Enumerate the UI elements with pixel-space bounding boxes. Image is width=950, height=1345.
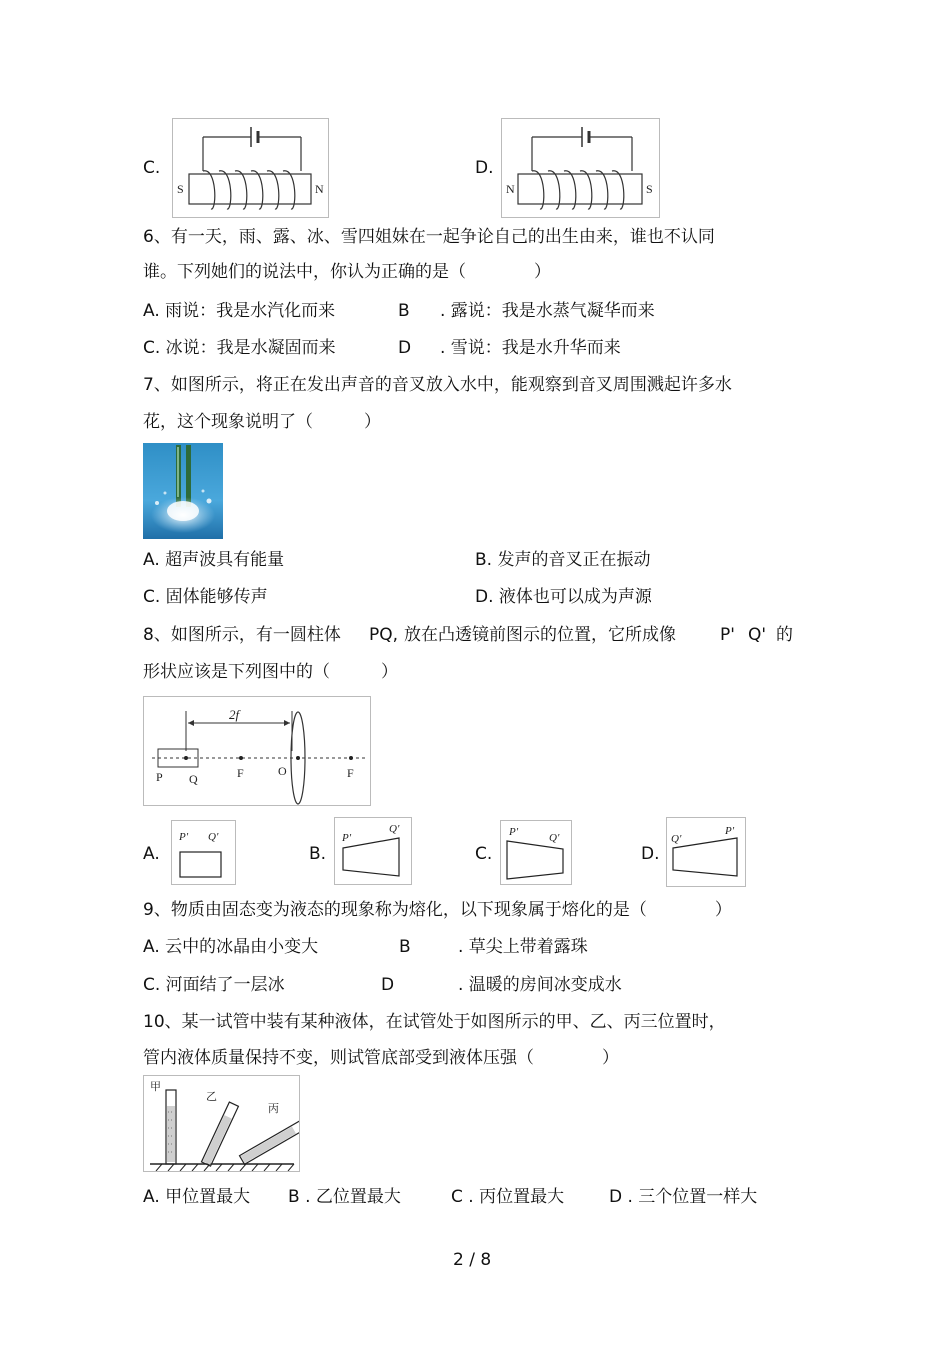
q9-option-b-letter: B bbox=[399, 937, 411, 957]
q10-stem-line2: 管内液体质量保持不变，则试管底部受到液体压强（ ） bbox=[143, 1048, 619, 1068]
q8-option-c-figure[interactable] bbox=[500, 820, 572, 885]
q10-stem-line1: 10、某一试管中装有某种液体，在试管处于如图所示的甲、乙、丙三位置时， bbox=[143, 1012, 726, 1032]
page-number: 2 / 8 bbox=[453, 1250, 492, 1270]
solenoid-d-right-pole: S bbox=[646, 182, 653, 196]
q8-option-b-label: B. bbox=[309, 844, 327, 864]
q8-option-a-figure[interactable] bbox=[171, 820, 236, 885]
q9-option-c: C. 河面结了一层冰 bbox=[143, 975, 285, 995]
focus-f1-label: F bbox=[237, 766, 244, 780]
image-shape-c bbox=[501, 821, 571, 884]
solenoid-diagram-d bbox=[502, 119, 659, 217]
q7-stem-line2: 花，这个现象说明了（ ） bbox=[143, 412, 381, 432]
q5-figure-c-solenoid bbox=[172, 118, 329, 218]
focus-f2-label: F bbox=[347, 766, 354, 780]
image-shape-a bbox=[172, 821, 235, 884]
q9-stem: 9、物质由固态变为液态的现象称为熔化，以下现象属于熔化的是（ ） bbox=[143, 900, 732, 920]
shape-c-q-label: Q' bbox=[549, 832, 560, 844]
q6-option-b-text: . 露说：我是水蒸气凝华而来 bbox=[440, 301, 655, 321]
q8-stem-line1-a: 8、如图所示，有一圆柱体 bbox=[143, 625, 341, 645]
q9-option-d-text: . 温暖的房间冰变成水 bbox=[458, 975, 622, 995]
tube-bing-label: 丙 bbox=[268, 1102, 279, 1115]
convex-lens-diagram bbox=[144, 697, 370, 805]
q6-option-c: C. 冰说：我是水凝固而来 bbox=[143, 338, 336, 358]
q9-option-d-letter: D bbox=[381, 975, 395, 995]
q8-stem-p-prime: P' bbox=[720, 625, 735, 645]
optical-center-o-label: O bbox=[278, 764, 287, 778]
q5-option-d-label: D. bbox=[475, 158, 494, 178]
q7-option-a: A. 超声波具有能量 bbox=[143, 550, 285, 570]
q5-option-c-label: C. bbox=[143, 158, 161, 178]
shape-a-q-label: Q' bbox=[208, 831, 219, 843]
shape-c-p-label: P' bbox=[509, 826, 519, 838]
q8-stem-line1-c: 的 bbox=[776, 625, 793, 645]
q7-option-d: D. 液体也可以成为声源 bbox=[475, 587, 652, 607]
point-p-label: P bbox=[156, 770, 163, 784]
solenoid-c-left-pole: S bbox=[177, 182, 184, 196]
q10-option-c: C . 丙位置最大 bbox=[451, 1187, 565, 1207]
image-shape-d bbox=[667, 818, 745, 886]
distance-2f-label: 2f bbox=[229, 707, 240, 722]
q6-option-d-text: . 雪说：我是水升华而来 bbox=[440, 338, 621, 358]
q6-stem-line1: 6、有一天，雨、露、冰、雪四姐妹在一起争论自己的出生由来，谁也不认同 bbox=[143, 227, 715, 247]
q5-figure-d-solenoid bbox=[501, 118, 660, 218]
q10-option-d: D . 三个位置一样大 bbox=[609, 1187, 758, 1207]
q8-stem-pq: PQ, bbox=[369, 625, 399, 645]
shape-b-q-label: Q' bbox=[389, 823, 400, 835]
q7-option-c: C. 固体能够传声 bbox=[143, 587, 268, 607]
solenoid-diagram-c bbox=[173, 119, 328, 217]
q7-option-b: B. 发声的音叉正在振动 bbox=[475, 550, 651, 570]
shape-b-p-label: P' bbox=[342, 832, 352, 844]
q10-test-tube-figure bbox=[143, 1075, 300, 1172]
shape-a-p-label: P' bbox=[179, 831, 189, 843]
q7-tuning-fork-photo bbox=[143, 443, 223, 539]
q8-option-b-figure[interactable] bbox=[334, 817, 412, 885]
q9-option-a: A. 云中的冰晶由小变大 bbox=[143, 937, 319, 957]
q8-option-d-figure[interactable] bbox=[666, 817, 746, 887]
image-shape-b bbox=[335, 818, 411, 884]
shape-d-q-label: Q' bbox=[671, 833, 682, 845]
shape-d-p-label: P' bbox=[725, 825, 735, 837]
tube-yi-label: 乙 bbox=[206, 1090, 217, 1103]
q6-option-a: A. 雨说：我是水汽化而来 bbox=[143, 301, 336, 321]
tube-jia-label: 甲 bbox=[150, 1080, 161, 1093]
q8-stem-line1-b: 放在凸透镜前图示的位置，它所成像 bbox=[404, 625, 676, 645]
q7-stem-line1: 7、如图所示，将正在发出声音的音叉放入水中，能观察到音叉周围溅起许多水 bbox=[143, 375, 732, 395]
test-tube-positions-diagram bbox=[144, 1076, 299, 1171]
solenoid-d-left-pole: N bbox=[506, 182, 515, 196]
q8-lens-diagram bbox=[143, 696, 371, 806]
point-q-label: Q bbox=[189, 772, 198, 786]
tuning-fork-in-water-image bbox=[143, 443, 223, 539]
q10-option-b: B . 乙位置最大 bbox=[288, 1187, 401, 1207]
q8-stem-line2: 形状应该是下列图中的（ ） bbox=[143, 662, 398, 682]
solenoid-c-right-pole: N bbox=[315, 182, 324, 196]
q8-stem-q-prime: Q' bbox=[748, 625, 767, 645]
q8-option-d-label: D. bbox=[641, 844, 660, 864]
q9-option-b-text: . 草尖上带着露珠 bbox=[458, 937, 588, 957]
q8-option-a-label: A. bbox=[143, 844, 160, 864]
q6-stem-line2: 谁。下列她们的说法中，你认为正确的是（ ） bbox=[143, 262, 551, 282]
q6-option-d-letter: D bbox=[398, 338, 412, 358]
q10-option-a: A. 甲位置最大 bbox=[143, 1187, 251, 1207]
q8-option-c-label: C. bbox=[475, 844, 493, 864]
q6-option-b-letter: B bbox=[398, 301, 410, 321]
